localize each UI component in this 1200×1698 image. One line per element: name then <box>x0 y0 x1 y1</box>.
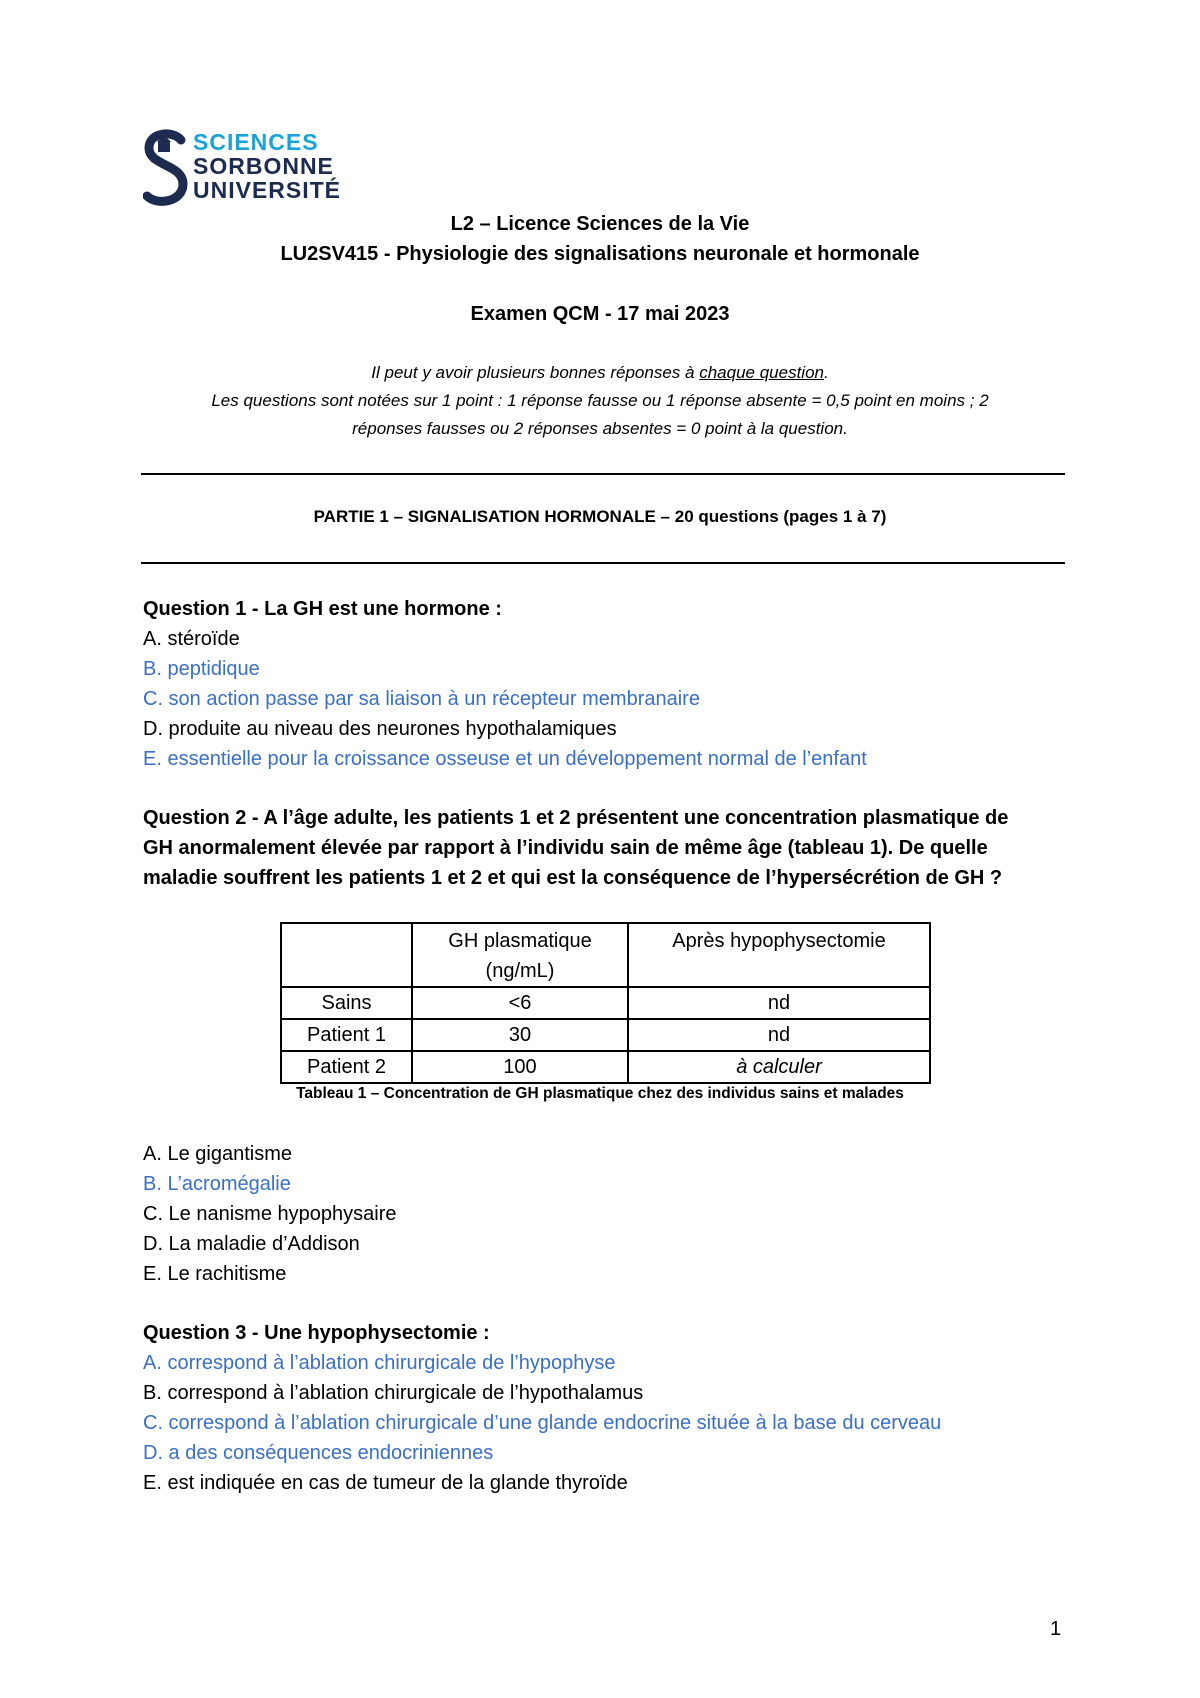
table-header-gh <box>412 923 628 987</box>
table-cell: Patient 2 <box>281 1051 412 1083</box>
exam-title: Examen QCM - 17 mai 2023 <box>470 303 730 325</box>
table-header-hypophysectomie: Après hypophysectomie <box>628 923 930 987</box>
question-3-answer-a: A. correspond à l’ablation chirurgicale de l’hypophyse <box>143 1352 616 1374</box>
instructions-period: . <box>823 363 829 382</box>
question-3-answer-d: D. a des conséquences endocriniennes <box>143 1442 494 1464</box>
table-cell: 100 <box>412 1051 628 1083</box>
table-header-gh-line-2: (ng/mL) <box>485 960 555 982</box>
question-1-answer-c: C. son action passe par sa liaison à un récepteur membranaire <box>143 688 700 710</box>
question-2-title-line-3: maladie souffrent les patients 1 et 2 et qui est la conséquence de l’hypersécrétion de GH ? <box>143 867 1003 889</box>
logo-text-sciences: SCIENCES <box>193 129 319 155</box>
question-1-title: Question 1 - La GH est une hormone : <box>143 598 502 620</box>
question-1-answer-a: A. stéroïde <box>143 628 240 650</box>
table-header-gh-line-1: GH plasmatique <box>448 930 592 952</box>
table-row <box>281 1019 930 1051</box>
table-cell: nd <box>628 1019 930 1051</box>
table-header-row <box>281 923 930 987</box>
question-1-answer-d: D. produite au niveau des neurones hypothalamiques <box>143 718 617 740</box>
licence-title: L2 – Licence Sciences de la Vie <box>450 213 750 235</box>
course-title: LU2SV415 - Physiologie des signalisations neuronale et hormonale <box>280 243 920 265</box>
question-3-answer-c: C. correspond à l’ablation chirurgicale d’une glande endocrine située à la base du cerveau <box>143 1412 942 1434</box>
table-cell: 30 <box>412 1019 628 1051</box>
question-2 <box>143 803 1073 893</box>
divider-top <box>141 473 1065 475</box>
university-logo <box>143 128 353 208</box>
sorbonne-s-logo-icon <box>143 128 189 208</box>
logo-text-sorbonne: SORBONNE <box>193 153 334 179</box>
table-cell: Patient 1 <box>281 1019 412 1051</box>
question-2-answer-d: D. La maladie d’Addison <box>143 1233 360 1255</box>
page-number: 1 <box>1050 1618 1062 1640</box>
instructions-line-3: réponses fausses ou 2 réponses absentes = 0 point à la question. <box>352 419 848 438</box>
question-2-answer-b: B. L’acromégalie <box>143 1173 291 1195</box>
question-3-answer-e: E. est indiquée en cas de tumeur de la glande thyroïde <box>143 1472 628 1494</box>
table-row <box>281 1051 930 1083</box>
table-cell: <6 <box>412 987 628 1019</box>
question-2-answer-e: E. Le rachitisme <box>143 1263 287 1285</box>
question-2-title-line-2: GH anormalement élevée par rapport à l’individu sain de même âge (tableau 1). De quelle <box>143 837 988 859</box>
instructions-line-2: Les questions sont notées sur 1 point : 1 réponse fausse ou 1 réponse absente = 0,5 point en moins ; 2 <box>211 391 989 410</box>
instructions-text: Il peut y avoir plusieurs bonnes réponses à <box>371 363 700 382</box>
gh-table <box>280 922 931 1084</box>
partie-heading: PARTIE 1 – SIGNALISATION HORMONALE – 20 questions (pages 1 à 7) <box>313 507 887 526</box>
instructions-line-1 <box>0 363 1200 383</box>
question-1-answer-b: B. peptidique <box>143 658 260 680</box>
table-cell: Sains <box>281 987 412 1019</box>
table-cell: à calculer <box>628 1051 930 1083</box>
question-2-answers <box>143 1139 1073 1289</box>
question-1-answer-e: E. essentielle pour la croissance osseuse et un développement normal de l’enfant <box>143 748 867 770</box>
question-2-title-line-1: Question 2 - A l’âge adulte, les patients 1 et 2 présentent une concentration plasmatique de <box>143 807 1009 829</box>
table-row <box>281 987 930 1019</box>
question-3 <box>143 1318 1073 1498</box>
divider-bottom <box>141 562 1065 564</box>
instructions-underlined: chaque question <box>699 363 824 382</box>
question-3-answer-b: B. correspond à l’ablation chirurgicale de l’hypothalamus <box>143 1382 644 1404</box>
table-caption: Tableau 1 – Concentration de GH plasmatique chez des individus sains et malades <box>296 1085 904 1102</box>
table-header-empty <box>281 923 412 987</box>
question-1 <box>143 594 1073 774</box>
logo-text-universite: UNIVERSITÉ <box>193 177 342 203</box>
question-3-title: Question 3 - Une hypophysectomie : <box>143 1322 490 1344</box>
question-2-answer-a: A. Le gigantisme <box>143 1143 292 1165</box>
table-cell: nd <box>628 987 930 1019</box>
question-2-answer-c: C. Le nanisme hypophysaire <box>143 1203 397 1225</box>
